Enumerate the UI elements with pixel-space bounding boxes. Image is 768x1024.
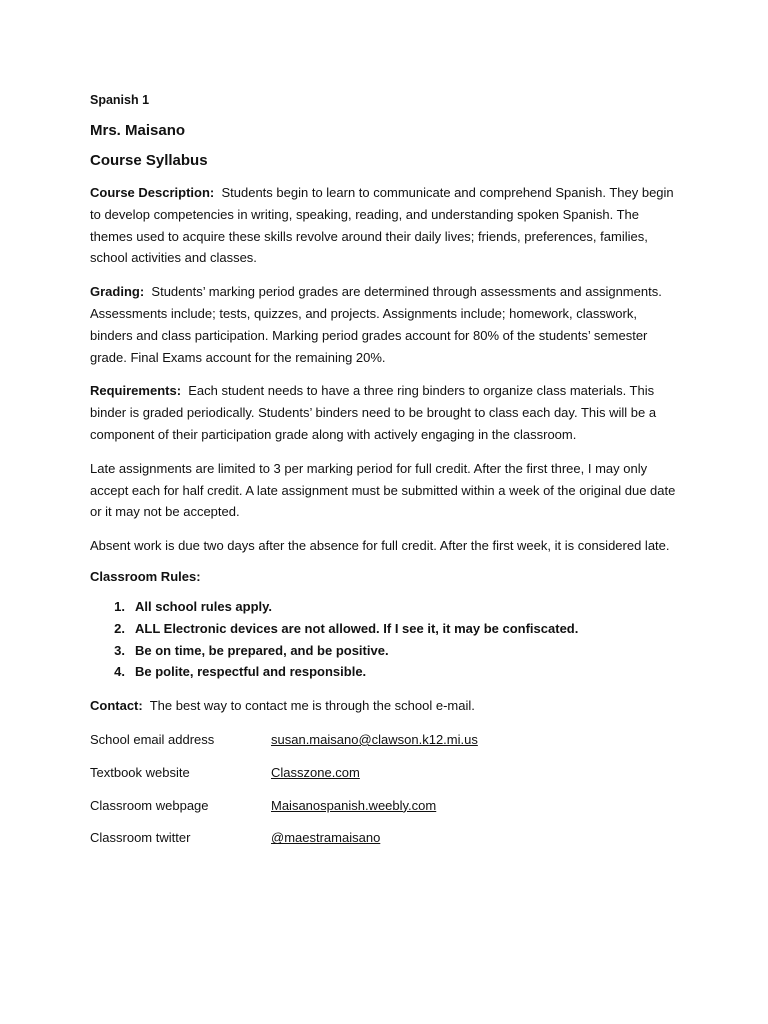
requirements-paragraph <box>90 380 678 445</box>
classroom-rules-list <box>90 596 678 683</box>
classroom-webpage-link[interactable]: Maisanospanish.weebly.com <box>271 797 437 813</box>
rule-text: ALL Electronic devices are not allowed. If I see it, it may be confiscated. <box>135 620 579 636</box>
contact-label: Contact: <box>90 698 143 714</box>
contact-row-webpage <box>90 795 678 817</box>
email-link[interactable]: susan.maisano@clawson.k12.mi.us <box>271 731 478 747</box>
grading-paragraph <box>90 281 678 368</box>
rule-number: 3. <box>114 642 125 658</box>
rule-item <box>90 596 678 618</box>
contact-row-label: Classroom webpage <box>90 797 209 813</box>
course-description-paragraph <box>90 182 678 269</box>
rule-number: 2. <box>114 620 125 636</box>
teacher-name: Mrs. Maisano <box>90 122 186 139</box>
contact-row-textbook <box>90 762 678 784</box>
course-description-text: Students begin to learn to communicate and comprehend Spanish. They begin to develop competencies in writing, speaking, reading, and understanding spoken Spanish. The themes used to acquire these skills revolve around their daily lives; friends, preferences, families, school activities and classes. <box>90 185 674 266</box>
rule-number: 1. <box>114 598 125 614</box>
rule-item <box>90 661 678 683</box>
contact-row-label: Classroom twitter <box>90 830 191 846</box>
contact-row-label: School email address <box>90 731 215 747</box>
contact-row-email <box>90 729 678 751</box>
rule-number: 4. <box>114 664 125 680</box>
document-title: Course Syllabus <box>90 152 208 169</box>
requirements-text: Each student needs to have a three ring binders to organize class materials. This binder is graded periodically. Students’ binders need to be brought to class each day. This will be a component of their participation grade along with actively engaging in the classroom. <box>90 383 657 442</box>
late-assignments-paragraph: Late assignments are limited to 3 per marking period for full credit. After the first three, I may only accept each for half credit. A late assignment must be submitted within a week of the original due date or it may not be accepted. <box>90 460 676 520</box>
rule-item <box>90 640 678 662</box>
requirements-label: Requirements: <box>90 383 182 399</box>
absent-work-paragraph: Absent work is due two days after the absence for full credit. After the first week, it is considered late. <box>90 538 670 554</box>
rule-text: Be polite, respectful and responsible. <box>135 664 367 680</box>
grading-label: Grading: <box>90 284 145 300</box>
grading-text: Students’ marking period grades are determined through assessments and assignments. Assessments include; tests, quizzes, and projects. Assignments include; homework, classwork, binders and class participation. Marking period grades account for 80% of the students’ semester grade. Final Exams account for the remaining 20%. <box>90 284 662 365</box>
textbook-website-link[interactable]: Classzone.com <box>271 764 360 780</box>
contact-row-label: Textbook website <box>90 764 190 780</box>
classroom-rules-heading: Classroom Rules: <box>90 568 201 584</box>
classroom-twitter-link[interactable]: @maestramaisano <box>271 830 381 846</box>
course-description-label: Course Description: <box>90 185 215 200</box>
contact-row-twitter <box>90 827 678 849</box>
course-name: Spanish 1 <box>90 93 150 107</box>
rule-text: Be on time, be prepared, and be positive. <box>135 642 389 658</box>
rule-item <box>90 618 678 640</box>
contact-paragraph <box>90 695 678 717</box>
contact-text: The best way to contact me is through the school e-mail. <box>149 698 475 714</box>
rule-text: All school rules apply. <box>135 598 273 614</box>
